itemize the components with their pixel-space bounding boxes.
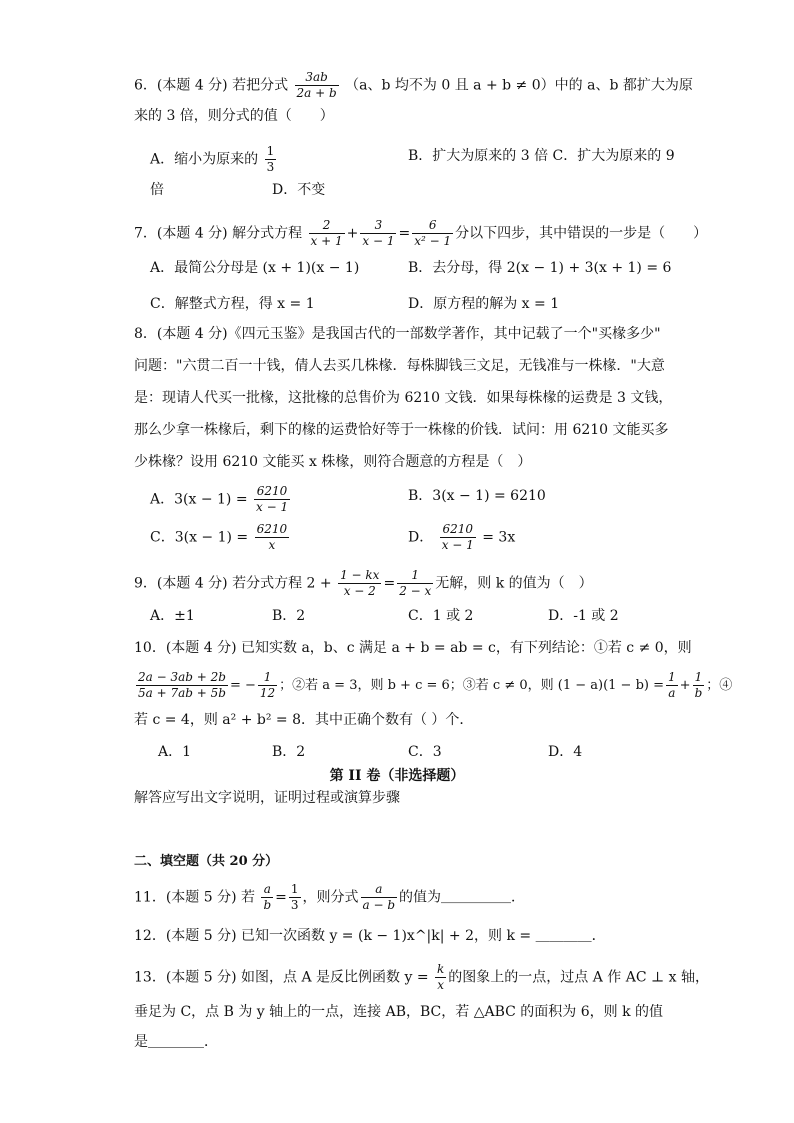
part2-title: 第 II 卷（非选择题） <box>329 768 465 784</box>
q10-option-b: B．2 <box>272 744 306 760</box>
q13-line3: 是＿＿＿＿． <box>134 1034 218 1050</box>
q8-option-c-fraction: $\frac{6210}{x}$ <box>256 522 288 552</box>
q10-option-d: D．4 <box>548 744 583 760</box>
q11-frac1: $\frac{a}{b}$ <box>263 882 272 912</box>
q8-option-a: A．3(x − 1) = $\frac{6210}{x - 1}$ <box>150 484 289 514</box>
q8-line5: 少株椽？设用 6210 文能买 x 株椽，则符合题意的方程是（ ） <box>134 454 532 470</box>
q11-frac2: $\frac{1}{3}$ <box>290 882 299 912</box>
q10-line3: 若 c = 4，则 a² + b² = 8．其中正确个数有（ ）个． <box>134 712 474 728</box>
part2-note: 解答应写出文字说明，证明过程或演算步骤 <box>134 790 400 806</box>
q10-line1: 10．(本题 4 分) 已知实数 a，b、c 满足 a + b = ab = c，有下列结论：①若 c ≠ 0，则 <box>134 640 692 656</box>
q10-option-c: C．3 <box>408 744 442 760</box>
q11-frac3: $\frac{a}{a - b}$ <box>362 882 396 912</box>
q8-option-a-fraction: $\frac{6210}{x - 1}$ <box>256 484 289 514</box>
q9-frac1: $\frac{1 - kx}{x - 2}$ <box>340 568 380 598</box>
q8-line2: 问题："六贯二百一十钱，倩人去买几株椽．每株脚钱三文足，无钱准与一株椽．"大意 <box>134 358 665 374</box>
q6-text-a: 6．(本题 4 分) 若把分式 <box>134 77 289 94</box>
q13-line1: 13．(本题 5 分) 如图，点 A 是反比例函数 y = $\frac{k}{x}$ 的图象上的一点，过点 A 作 AC ⊥ x 轴， <box>134 962 709 992</box>
q6-line2: 来的 3 倍，则分式的值（ ） <box>134 108 334 124</box>
q7-option-c: C．解整式方程，得 x = 1 <box>150 296 315 312</box>
q10-line2: $\frac{2a - 3ab + 2b}{5a + 7ab + 5b}$ = − $\frac{1}{12}$ ；②若 a = 3，则 b + c = 6；③若 c ≠ 0，则 (1 − a)(1 − b) = $\frac{1}{a}$ + $\frac{1}{b}$ ；④ <box>138 670 733 700</box>
q8-option-c: C．3(x − 1) = $\frac{6210}{x}$ <box>150 522 288 552</box>
q7-frac3: $\frac{6}{\text{x² − 1}}$ <box>414 218 452 248</box>
q9-option-d: D．-1 或 2 <box>548 608 619 624</box>
q6-fraction: $\frac{3ab}{2a + b}$ <box>296 70 337 100</box>
q9-frac2: $\frac{1}{2 - x}$ <box>399 568 432 598</box>
q6-line1 <box>134 70 693 101</box>
q9-option-c: C．1 或 2 <box>408 608 474 624</box>
q7-option-d: D．原方程的解为 x = 1 <box>408 296 560 312</box>
q9-option-b: B．2 <box>272 608 306 624</box>
q8-option-b: B．3(x − 1) = 6210 <box>408 488 546 504</box>
section-fill-blank: 二、填空题（共 20 分） <box>134 854 279 869</box>
q6-text-b: （a、b 均不为 0 且 a + b ≠ 0）中的 a、b 都扩大为原 <box>345 77 693 94</box>
q7-frac2: $\frac{3}{x - 1}$ <box>362 218 395 248</box>
q8-option-d-fraction: $\frac{6210}{x - 1}$ <box>441 522 474 552</box>
q8-line4: 那么少拿一株椽后，剩下的椽的运费恰好等于一株椽的价钱．试问：用 6210 文能买多 <box>134 422 669 438</box>
q6-option-bc: B．扩大为原来的 3 倍 C．扩大为原来的 9 <box>408 148 675 164</box>
q13-line2: 垂足为 C，点 B 为 y 轴上的一点，连接 AB，BC，若 △ABC 的面积为 6，则 k 的值 <box>134 1004 664 1020</box>
q7-option-b: B．去分母，得 2(x − 1) + 3(x + 1) = 6 <box>408 260 672 276</box>
q10-option-a: A．1 <box>158 744 192 760</box>
q7-frac1: $\frac{2}{x + 1}$ <box>310 218 343 248</box>
q10-frac2: $\frac{1}{12}$ <box>259 670 276 700</box>
q10-frac4: $\frac{1}{b}$ <box>694 670 703 700</box>
q7-line1: 7．(本题 4 分) 解分式方程 $\frac{2}{x + 1}$ + $\frac{3}{x - 1}$ = $\frac{6}{\text{x² − 1}}$ 分以下四步，其中错误的一步是（ ） <box>134 218 708 248</box>
q8-option-d: D． $\frac{6210}{x - 1}$ = 3x <box>408 522 516 552</box>
q6-option-d: D．不变 <box>272 182 326 198</box>
q8-line3: 是：现请人代买一批椽，这批椽的总售价为 6210 文钱．如果每株椽的运费是 3 文钱， <box>134 390 673 406</box>
q6-option-c-cont: 倍 <box>150 182 164 198</box>
q6-option-a: A．缩小为原来的 $\frac{1}{3}$ <box>150 144 275 174</box>
q8-line1: 8．(本题 4 分)《四元玉鉴》是我国古代的一部数学著作，其中记载了一个"买椽多少" <box>134 326 661 342</box>
q10-frac1: $\frac{2a - 3ab + 2b}{5a + 7ab + 5b}$ <box>138 670 226 700</box>
q11-line1: 11．(本题 5 分) 若 $\frac{a}{b}$ = $\frac{1}{3}$ ，则分式 $\frac{a}{a - b}$ 的值为＿＿＿＿＿． <box>134 882 526 912</box>
q9-line1: 9．(本题 4 分) 若分式方程 2 + $\frac{1 - kx}{x - 2}$ = $\frac{1}{2 - x}$ 无解，则 k 的值为（ ） <box>134 568 593 598</box>
q7-option-a: A．最简公分母是 (x + 1)(x − 1) <box>150 260 360 276</box>
q10-frac3: $\frac{1}{a}$ <box>668 670 676 700</box>
q6-option-a-fraction: $\frac{1}{3}$ <box>266 144 275 174</box>
q13-frac1: $\frac{k}{x}$ <box>437 962 445 992</box>
q12-line1: 12．(本题 5 分) 已知一次函数 y = (k − 1)x^|k| + 2，则 k = ＿＿＿＿． <box>134 928 606 944</box>
q9-option-a: A．±1 <box>150 608 195 624</box>
